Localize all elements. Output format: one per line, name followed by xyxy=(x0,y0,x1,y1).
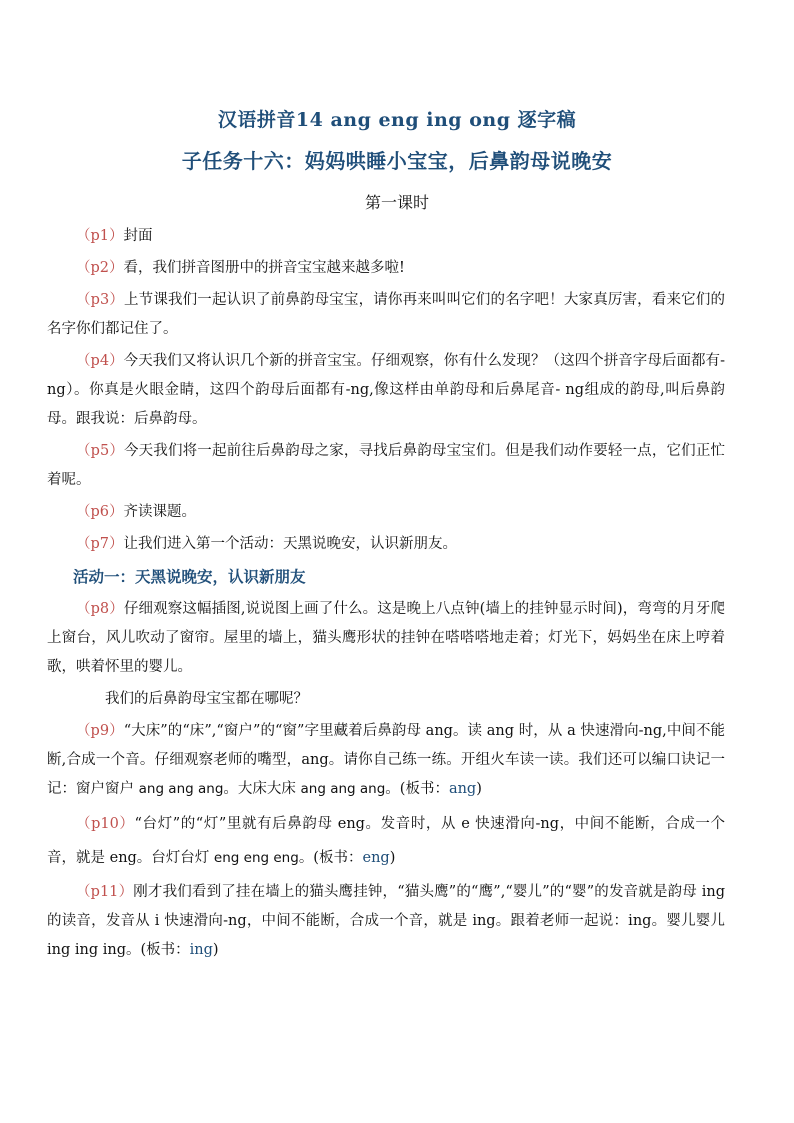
paragraph-p3 xyxy=(47,286,725,344)
paragraph-text: 齐读课题。 xyxy=(123,504,197,520)
paragraph-text: 今天我们将一起前往后鼻韵母之家，寻找后鼻韵母宝宝们。但是我们动作要轻一点，它们正忙着呢。 xyxy=(47,443,725,488)
page-tag: （p9） xyxy=(76,723,124,739)
page-tag: （p3） xyxy=(76,292,124,308)
paragraph-p5 xyxy=(47,437,725,495)
paragraph-text: “大床”的“床”,“窗户”的“窗”字里藏着后鼻韵母 ang。读 ang 时，从 a 快速滑向-ng,中间不能断,合成一个音。仔细观察老师的嘴型，ang。请你自己练一练。开组火车读一读。我们还可以编口诀记一记：窗户窗户 xyxy=(47,723,726,797)
board-text: ang xyxy=(448,781,477,797)
activity-heading: 活动一：天黑说晚安，认识新朋友 xyxy=(73,567,306,586)
paragraph-p10 xyxy=(47,807,725,875)
chant-text: ang ang ang xyxy=(300,781,386,797)
document-subtitle: 子任务十六：妈妈哄睡小宝宝，后鼻韵母说晚安 xyxy=(181,149,613,173)
paragraph-text: 。(板书： xyxy=(298,850,363,866)
paragraph-text: ) xyxy=(212,942,219,958)
paragraph-text: ) xyxy=(389,850,396,866)
paragraph-text: “台灯”的“灯”里就有后鼻韵母 eng。发音时，从 e 快速滑向-ng，中间不能断，合成一个音，就是 eng。台灯台灯 xyxy=(47,816,726,866)
document-title: 汉语拼音14 ang eng ing ong 逐字稿 xyxy=(217,109,577,131)
page-tag: （p4） xyxy=(76,353,124,369)
page-tag: （p6） xyxy=(76,504,124,520)
paragraph-p9 xyxy=(47,717,725,804)
paragraph-p11 xyxy=(47,878,725,965)
paragraph-text: 上节课我们一起认识了前鼻韵母宝宝，请你再来叫叫它们的名字吧！大家真厉害，看来它们的名字你们都记住了。 xyxy=(47,292,725,337)
board-text: ing xyxy=(189,942,213,958)
board-text: eng xyxy=(362,850,390,866)
question-line: 我们的后鼻韵母宝宝都在哪呢？ xyxy=(105,691,308,707)
chant-text: eng eng eng xyxy=(213,850,299,866)
paragraph-text: 仔细观察这幅插图,说说图上画了什么。这是晚上八点钟(墙上的挂钟显示时间)，弯弯的月牙爬上窗台，风儿吹动了窗帘。屋里的墙上，猫头鹰形状的挂钟在嗒嗒嗒地走着；灯光下，妈妈坐在床上哼着歌，哄着怀里的婴儿。 xyxy=(47,601,726,675)
paragraph-p4 xyxy=(47,347,725,434)
paragraph-text: 封面 xyxy=(123,228,153,244)
chant-text: ang ang ang xyxy=(138,781,224,797)
paragraph-p8 xyxy=(47,595,725,682)
paragraph-text: 刚才我们看到了挂在墙上的猫头鹰挂钟，“猫头鹰”的“鹰”,“婴儿”的“婴”的发音就是韵母 ing 的读音，发音从 i 快速滑向-ng，中间不能断，合成一个音，就是 ing。跟着老师一起说：ing。婴儿婴儿 ing ing ing。(板书： xyxy=(47,884,725,958)
page-tag: （p10） xyxy=(76,816,135,832)
paragraph-p6 xyxy=(47,498,725,527)
document-body xyxy=(47,222,725,968)
paragraph-text: 看，我们拼音图册中的拼音宝宝越来越多啦! xyxy=(123,260,405,276)
page-tag: （p7） xyxy=(76,536,124,552)
page-tag: （p11） xyxy=(76,884,134,900)
paragraph-p7 xyxy=(47,530,725,559)
lesson-label: 第一课时 xyxy=(364,193,429,212)
page-tag: （p1） xyxy=(76,228,124,244)
paragraph-p1 xyxy=(47,222,725,251)
page-tag: （p5） xyxy=(76,443,124,459)
paragraph-text: ) xyxy=(476,781,482,797)
page-tag: （p8） xyxy=(76,601,124,617)
paragraph-text: 让我们进入第一个活动：天黑说晚安，认识新朋友。 xyxy=(123,536,458,552)
paragraph-text: 今天我们又将认识几个新的拼音宝宝。仔细观察，你有什么发现？（这四个拼音字母后面都有-ng）。你真是火眼金睛，这四个韵母后面都有-ng,像这样由单韵母和后鼻尾音- ng组成的韵母,叫后鼻韵母。跟我说：后鼻韵母。 xyxy=(47,353,725,427)
paragraph-p2 xyxy=(47,254,725,283)
page-tag: （p2） xyxy=(76,260,124,276)
paragraph-text: 。(板书： xyxy=(385,781,449,797)
paragraph-text: 。大床大床 xyxy=(223,781,301,797)
